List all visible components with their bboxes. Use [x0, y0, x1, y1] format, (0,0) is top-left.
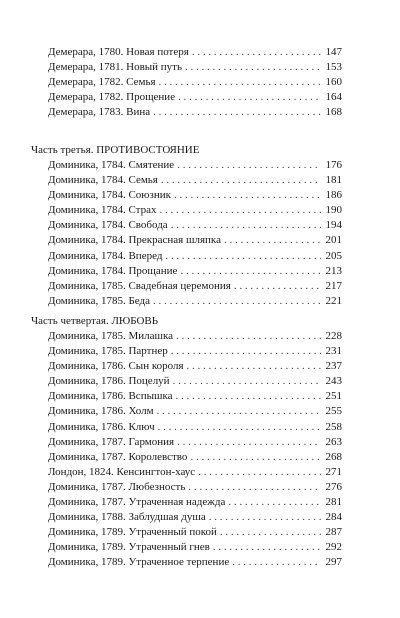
toc-entry-title: Доминика, 1787. Королевство	[48, 450, 188, 463]
toc-entry[interactable]	[48, 279, 342, 294]
toc-entry[interactable]	[48, 173, 342, 188]
toc-entry[interactable]	[48, 435, 342, 450]
toc-entry[interactable]	[48, 540, 342, 555]
leader-dots	[171, 344, 321, 359]
toc-entry[interactable]	[48, 465, 342, 480]
leader-dots	[228, 495, 321, 510]
toc-entry-title: Доминика, 1789. Утраченное терпение	[48, 556, 230, 569]
toc-entry-title: Доминика, 1786. Ключ	[48, 420, 155, 433]
toc-entry-title: Демерара, 1781. Новый путь	[48, 61, 183, 74]
toc-page-number: 287	[325, 526, 342, 539]
toc-entry[interactable]	[48, 329, 342, 344]
toc-page-number: 221	[325, 294, 342, 307]
toc-entry[interactable]	[48, 495, 342, 510]
toc-page-number: 284	[325, 511, 342, 524]
toc-page-number: 268	[325, 450, 342, 463]
leader-dots	[178, 90, 321, 105]
toc-entry-title: Доминика, 1788. Заблудшая душа	[48, 511, 206, 524]
leader-dots	[220, 525, 321, 540]
toc-entry[interactable]	[48, 218, 342, 233]
toc-entry-title: Доминика, 1787. Утраченная надежда	[48, 496, 226, 509]
toc-page-number: 271	[325, 465, 342, 478]
toc-entry-title: Доминика, 1784. Свобода	[48, 219, 168, 232]
toc-page-number: 263	[325, 435, 342, 448]
toc-page-number: 194	[325, 219, 342, 232]
leader-dots	[157, 404, 321, 419]
toc-entry[interactable]	[48, 158, 342, 173]
toc-entry[interactable]	[48, 45, 342, 60]
toc-entry-title: Доминика, 1784. Союзник	[48, 189, 171, 202]
toc-entry-title: Доминика, 1785. Партнер	[48, 345, 168, 358]
toc-entry-title: Демерара, 1780. Новая потеря	[48, 46, 189, 58]
toc-page-number: 213	[325, 264, 342, 277]
toc-entry-title: Доминика, 1784. Семья	[48, 174, 158, 187]
toc-entry[interactable]	[48, 203, 342, 218]
leader-dots	[209, 510, 321, 525]
leader-dots	[176, 389, 321, 404]
toc-page-number: 297	[325, 556, 342, 569]
toc-entry[interactable]	[48, 510, 342, 525]
toc-page-number: 292	[325, 541, 342, 554]
toc-entry-title: Доминика, 1786. Сын короля	[48, 360, 184, 373]
leader-dots	[160, 203, 322, 218]
toc-entry-title: Доминика, 1789. Утраченный покой	[48, 526, 217, 539]
leader-dots	[176, 329, 321, 344]
leader-dots	[153, 294, 321, 309]
toc-entry[interactable]	[48, 404, 342, 419]
toc-entry[interactable]	[48, 249, 342, 264]
leader-dots	[161, 173, 321, 188]
toc-entry[interactable]	[48, 233, 342, 248]
toc-entry-title: Доминика, 1784. Прощание	[48, 264, 178, 277]
leader-dots	[190, 450, 321, 465]
toc-entry-title: Демерара, 1782. Прощение	[48, 91, 176, 104]
leader-dots	[159, 75, 321, 90]
toc-entry[interactable]	[48, 188, 342, 203]
part-heading: Часть третья. ПРОТИВОСТОЯНИЕ	[31, 144, 200, 156]
toc-entry-title: Доминика, 1787. Гармония	[48, 435, 175, 448]
toc-entry[interactable]	[48, 389, 342, 404]
toc-page-number: 147	[325, 46, 342, 58]
toc-page-number: 251	[325, 390, 342, 403]
leader-dots	[198, 465, 321, 480]
toc-entry[interactable]	[48, 525, 342, 540]
toc-page-number: 205	[325, 249, 342, 262]
toc-page-number: 168	[325, 106, 342, 119]
toc-page-number: 186	[325, 189, 342, 202]
toc-entry-title: Доминика, 1786. Холм	[48, 405, 154, 418]
leader-dots	[185, 60, 321, 75]
toc-page-number: 153	[325, 61, 342, 74]
leader-dots	[177, 435, 321, 450]
toc-page-number: 190	[325, 204, 342, 217]
toc-entry-title: Демерара, 1783. Вина	[48, 106, 151, 119]
toc-page-number: 243	[325, 375, 342, 388]
toc-page-number: 217	[325, 279, 342, 292]
leader-dots	[171, 218, 321, 233]
toc-page-number: 255	[325, 405, 342, 418]
leader-dots	[173, 374, 321, 389]
toc-page-number: 228	[325, 330, 342, 342]
toc-entry[interactable]	[48, 420, 342, 435]
toc-entry-title: Доминика, 1785. Свадебная церемония	[48, 279, 231, 292]
toc-page-number: 281	[325, 496, 342, 509]
toc-entry[interactable]	[48, 374, 342, 389]
toc-page-number: 176	[325, 159, 342, 171]
toc-entry-title: Доминика, 1785. Милашка	[48, 330, 174, 342]
toc-page-number: 237	[325, 360, 342, 373]
toc-entry[interactable]	[48, 264, 342, 279]
toc-entry-title: Доминика, 1785. Беда	[48, 294, 151, 307]
toc-entry-title: Доминика, 1784. Смятение	[48, 159, 175, 171]
toc-entry-title: Демерара, 1782. Семья	[48, 76, 156, 89]
toc-entry[interactable]	[48, 480, 342, 495]
part-heading: Часть четвертая. ЛЮБОВЬ	[31, 315, 159, 327]
toc-page-number: 276	[325, 480, 342, 493]
leader-dots	[180, 264, 321, 279]
leader-dots	[234, 279, 321, 294]
toc-page-number: 231	[325, 345, 342, 358]
leader-dots	[213, 540, 321, 555]
leader-dots	[177, 158, 321, 173]
leader-dots	[158, 420, 321, 435]
leader-dots	[187, 359, 321, 374]
toc-section-1	[0, 45, 400, 120]
toc-page-number: 164	[325, 91, 342, 104]
leader-dots	[165, 249, 321, 264]
toc-entry-title: Доминика, 1786. Поцелуй	[48, 375, 170, 388]
toc-entry[interactable]	[48, 450, 342, 465]
toc-entry[interactable]	[48, 75, 342, 90]
toc-entry-title: Доминика, 1789. Утраченный гнев	[48, 541, 210, 554]
toc-page-number: 160	[325, 76, 342, 89]
toc-entry-title: Лондон, 1824. Кенсингтон-хаус	[48, 465, 196, 478]
toc-entry-title: Доминика, 1784. Прекрасная шляпка	[48, 234, 221, 247]
leader-dots	[224, 233, 321, 248]
toc-entry-title: Доминика, 1784. Страх	[48, 204, 157, 217]
toc-entry-title: Доминика, 1787. Любезность	[48, 480, 186, 493]
toc-page-number: 201	[325, 234, 342, 247]
toc-page-number: 258	[325, 420, 342, 433]
leader-dots	[232, 555, 321, 570]
leader-dots	[153, 105, 321, 120]
leader-dots	[188, 480, 321, 495]
toc-section-3	[0, 329, 400, 571]
toc-page-number: 181	[325, 174, 342, 187]
toc-entry-title: Доминика, 1784. Вперед	[48, 249, 163, 262]
leader-dots	[174, 188, 321, 203]
toc-entry[interactable]	[48, 555, 342, 570]
toc-entry[interactable]	[48, 105, 342, 120]
toc-entry[interactable]	[48, 294, 342, 309]
toc-entry[interactable]	[48, 60, 342, 75]
toc-entry[interactable]	[48, 90, 342, 105]
toc-section-2	[0, 158, 400, 309]
leader-dots	[192, 45, 321, 60]
toc-entry[interactable]	[48, 344, 342, 359]
toc-entry[interactable]	[48, 359, 342, 374]
toc-entry-title: Доминика, 1786. Вспышка	[48, 390, 173, 403]
